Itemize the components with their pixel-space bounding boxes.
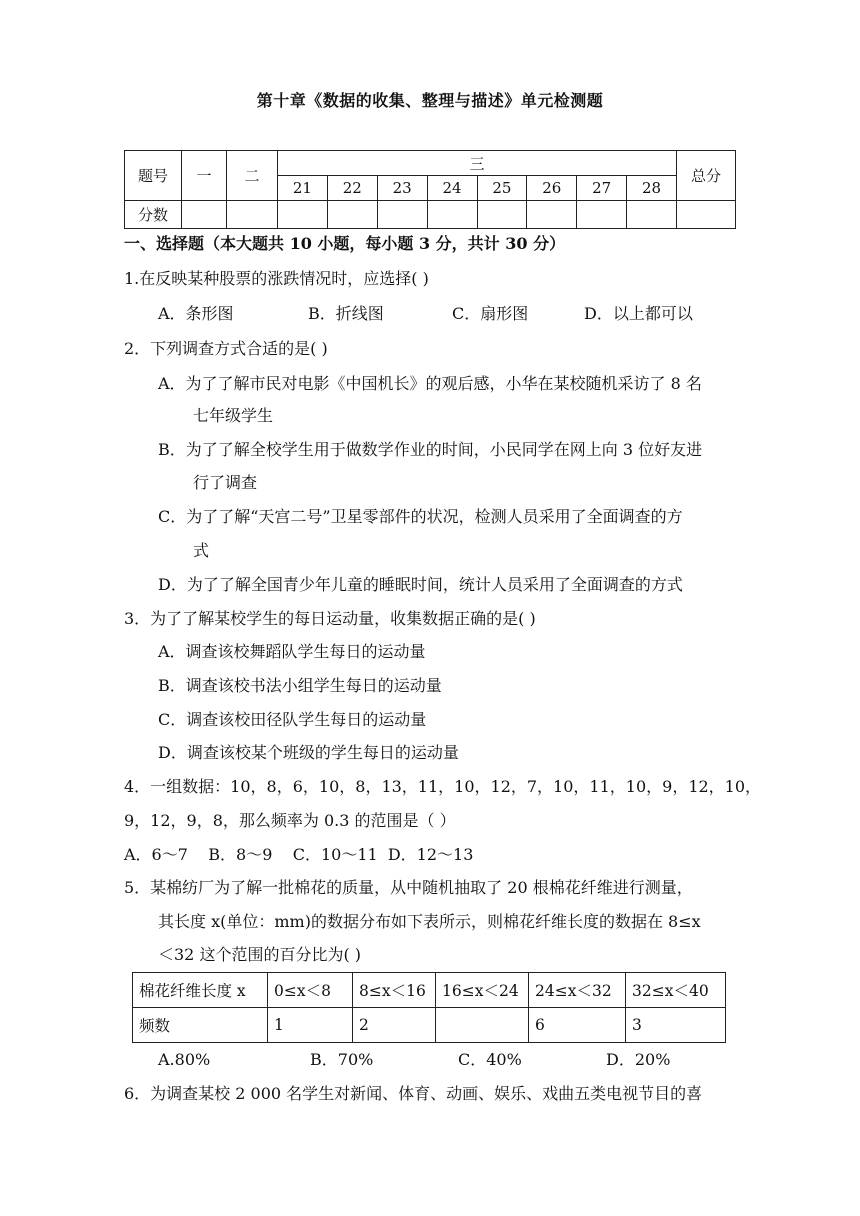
question-2-option-c-cont: 式	[193, 541, 210, 560]
question-2-option-d: D．为了了解全国青少年儿童的睡眠时间，统计人员采用了全面调查的方式	[158, 575, 683, 594]
score-cell	[182, 201, 227, 229]
question-5-option-c: C．40%	[458, 1050, 522, 1069]
question-2-stem: 2．下列调查方式合适的是( )	[124, 339, 328, 358]
question-1-option-c: C．扇形图	[452, 304, 529, 323]
question-1-option-d: D．以上都可以	[584, 304, 693, 323]
question-5-line-2: 其长度 x(单位：mm)的数据分布如下表所示，则棉花纤维长度的数据在 8≤x	[158, 912, 701, 931]
score-col-2: 二	[227, 151, 278, 201]
question-1-options	[158, 303, 693, 325]
question-2-option-c: C．为了了解“天宫二号”卫星零部件的状况，检测人员采用了全面调查的方	[158, 507, 683, 526]
question-4-options: A．6～7 B．8～9 C．10～11 D．12～13	[124, 845, 474, 864]
score-sub-col: 24	[427, 176, 477, 201]
score-sub-col: 28	[627, 176, 677, 201]
cotton-row-cell: 频数	[133, 1008, 268, 1043]
question-5-options	[158, 1049, 670, 1071]
score-cell	[427, 201, 477, 229]
score-cell	[377, 201, 427, 229]
score-cell	[327, 201, 377, 229]
cotton-header-cell: 32≤x＜40	[626, 973, 726, 1008]
score-cell	[227, 201, 278, 229]
question-3-option-a: A．调查该校舞蹈队学生每日的运动量	[158, 642, 426, 661]
score-table	[124, 150, 736, 229]
cotton-row-cell	[436, 1008, 529, 1043]
question-3-stem: 3．为了了解某校学生的每日运动量，收集数据正确的是( )	[124, 609, 536, 628]
score-cell	[278, 201, 328, 229]
question-3-option-d: D．调查该校某个班级的学生每日的运动量	[158, 743, 459, 762]
cotton-length-table	[132, 972, 726, 1043]
question-5-line-3: ＜32 这个范围的百分比为( )	[158, 945, 362, 964]
score-label-tihao: 题号	[125, 151, 182, 201]
score-sub-col: 25	[477, 176, 527, 201]
cotton-row-cell: 3	[626, 1008, 726, 1043]
cotton-header-cell: 24≤x＜32	[529, 973, 626, 1008]
question-5-option-b: B．70%	[310, 1050, 374, 1069]
cotton-header-cell: 8≤x＜16	[353, 973, 436, 1008]
score-col-1: 一	[182, 151, 227, 201]
question-4-line-1: 4．一组数据：10，8，6，10，8，13，11，10，12，7，10，11，10，9，12，10，	[124, 777, 762, 796]
question-3-option-b: B．调查该校书法小组学生每日的运动量	[158, 676, 442, 695]
question-2-option-a: A．为了了解市民对电影《中国机长》的观后感，小华在某校随机采访了 8 名	[158, 374, 702, 393]
question-2-option-b: B．为了了解全校学生用于做数学作业的时间，小民同学在网上向 3 位好友进	[158, 440, 703, 459]
question-5-line-1: 5．某棉纺厂为了解一批棉花的质量，从中随机抽取了 20 根棉花纤维进行测量，	[124, 878, 693, 897]
score-sub-col: 26	[527, 176, 577, 201]
score-cell	[627, 201, 677, 229]
section-heading: 一、选择题（本大题共 10 小题，每小题 3 分，共计 30 分）	[124, 234, 566, 253]
cotton-header-cell: 16≤x＜24	[436, 973, 529, 1008]
question-5-option-d: D．20%	[606, 1050, 671, 1069]
score-cell	[527, 201, 577, 229]
question-1-option-b: B．折线图	[308, 304, 384, 323]
question-5-option-a: A.80%	[158, 1050, 211, 1069]
page-title: 第十章《数据的收集、整理与描述》单元检测题	[256, 91, 604, 110]
score-cell	[477, 201, 527, 229]
question-6-line-1: 6．为调查某校 2 000 名学生对新闻、体育、动画、娱乐、戏曲五类电视节目的喜	[124, 1084, 703, 1103]
score-sub-col: 27	[577, 176, 627, 201]
question-2-option-b-cont: 行了调查	[193, 473, 258, 492]
score-sub-col: 22	[327, 176, 377, 201]
question-1-option-a: A．条形图	[158, 304, 234, 323]
score-sub-col: 23	[377, 176, 427, 201]
score-total: 总分	[677, 151, 736, 201]
cotton-row-cell: 1	[268, 1008, 353, 1043]
question-4-line-2: 9，12，9，8，那么频率为 0.3 的范围是（ ）	[124, 811, 456, 830]
score-col-3: 三	[278, 151, 677, 176]
cotton-row-cell: 2	[353, 1008, 436, 1043]
cotton-header-cell: 0≤x＜8	[268, 973, 353, 1008]
cotton-header-cell: 棉花纤维长度 x	[133, 973, 268, 1008]
score-cell	[577, 201, 627, 229]
question-2-option-a-cont: 七年级学生	[193, 406, 274, 425]
cotton-row-cell: 6	[529, 1008, 626, 1043]
question-3-option-c: C．调查该校田径队学生每日的运动量	[158, 710, 427, 729]
score-sub-col: 21	[278, 176, 328, 201]
score-cell	[677, 201, 736, 229]
score-label-fenshu: 分数	[125, 201, 182, 229]
question-1-stem: 1.在反映某种股票的涨跌情况时，应选择( )	[124, 269, 429, 288]
